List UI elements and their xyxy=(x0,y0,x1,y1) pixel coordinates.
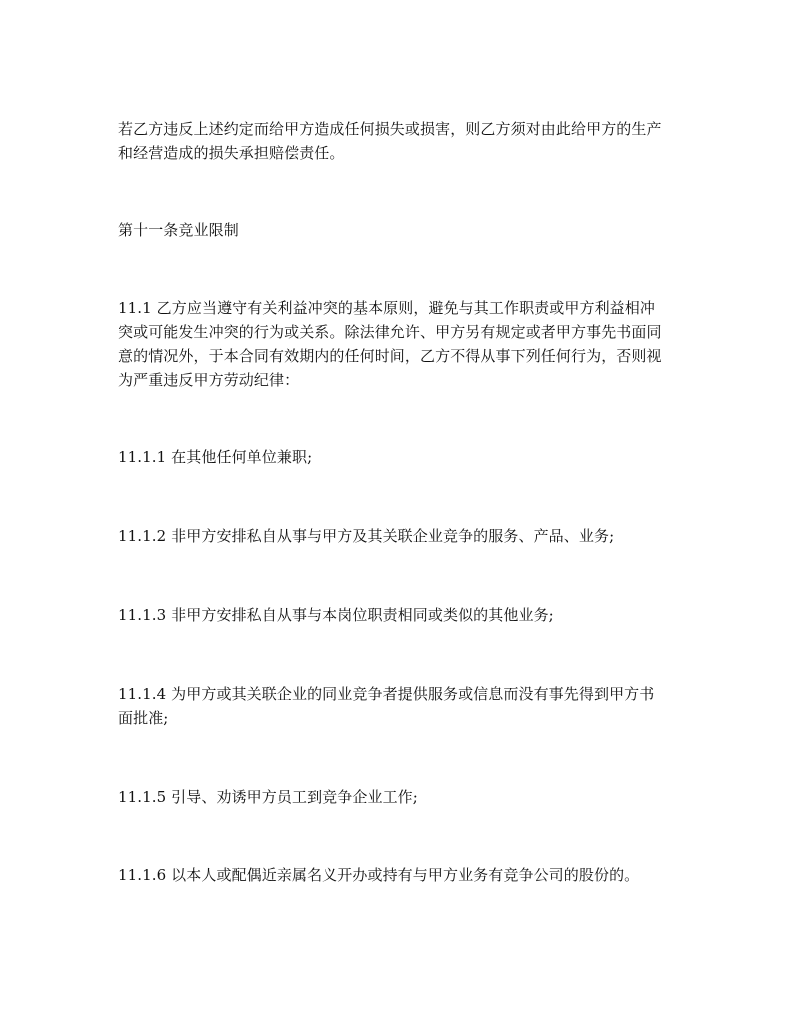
text-line: 突或可能发生冲突的行为或关系。除法律允许、甲方另有规定或者甲方事先书面同 xyxy=(118,323,662,341)
paragraph-clause-11-1-4 xyxy=(118,682,688,730)
paragraph-clause-11-1-1 xyxy=(118,445,688,469)
paragraph-clause-11-1-6 xyxy=(118,863,688,887)
paragraph-clause-11-1 xyxy=(118,296,688,392)
text-line: 11.1.2 非甲方安排私自从事与甲方及其关联企业竞争的服务、产品、业务; xyxy=(118,527,615,545)
text-line: 和经营造成的损失承担赔偿责任。 xyxy=(118,144,345,162)
text-line: 11.1.5 引导、劝诱甲方员工到竞争企业工作; xyxy=(118,788,418,806)
text-line: 11.1.6 以本人或配偶近亲属名义开办或持有与甲方业务有竞争公司的股份的。 xyxy=(118,866,640,884)
paragraph-clause-11-1-3 xyxy=(118,603,688,627)
paragraph-liability xyxy=(118,117,688,165)
text-line: 意的情况外，于本合同有效期内的任何时间，乙方不得从事下列任何行为，否则视 xyxy=(118,347,662,365)
text-line: 11.1.4 为甲方或其关联企业的同业竞争者提供服务或信息而没有事先得到甲方书 xyxy=(118,685,655,703)
heading-text: 第十一条竞业限制 xyxy=(118,221,239,239)
text-line: 11.1 乙方应当遵守有关利益冲突的基本原则，避免与其工作职责或甲方利益相冲 xyxy=(118,299,655,317)
article-11-heading xyxy=(118,218,688,242)
text-line: 11.1.1 在其他任何单位兼职; xyxy=(118,448,313,466)
text-line: 若乙方违反上述约定而给甲方造成任何损失或损害，则乙方须对由此给甲方的生产 xyxy=(118,120,662,138)
text-line: 面批准; xyxy=(118,709,169,727)
text-line: 为严重违反甲方劳动纪律： xyxy=(118,371,300,389)
paragraph-clause-11-1-2 xyxy=(118,524,688,548)
text-line: 11.1.3 非甲方安排私自从事与本岗位职责相同或类似的其他业务; xyxy=(118,606,554,624)
paragraph-clause-11-1-5 xyxy=(118,785,688,809)
